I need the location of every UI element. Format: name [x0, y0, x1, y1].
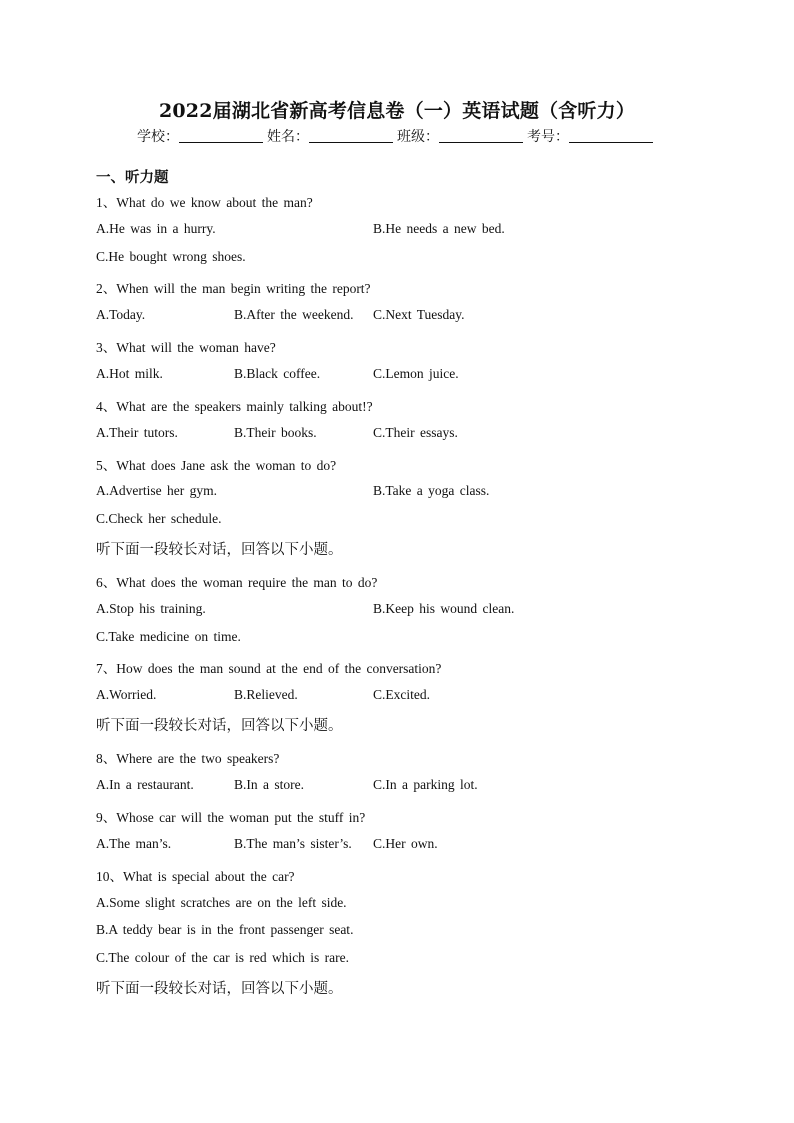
class-blank[interactable] [439, 128, 523, 143]
option-2a: A.Today. [96, 307, 146, 322]
option-10c: C.The colour of the car is red which is rare. [96, 950, 350, 965]
section-title: 一、听力题 [96, 170, 169, 186]
option-10a: A.Some slight scratches are on the left side. [96, 895, 347, 910]
instruction-1: 听下面一段较长对话，回答以下小题。 [96, 542, 343, 558]
option-5a: A.Advertise her gym. [96, 483, 217, 498]
option-3c: C.Lemon juice. [373, 366, 459, 381]
option-1c: C.He bought wrong shoes. [96, 249, 246, 264]
option-1b: B.He needs a new bed. [373, 221, 505, 236]
option-9c: C.Her own. [373, 836, 438, 851]
question-1: 1、What do we know about the man? [96, 195, 313, 210]
name-label: 姓名： [267, 129, 309, 145]
question-2: 2、When will the man begin writing the report? [96, 281, 371, 296]
option-9a: A.The man’s. [96, 836, 172, 851]
option-2c: C.Next Tuesday. [373, 307, 465, 322]
option-4c: C.Their essays. [373, 425, 458, 440]
option-5c: C.Check her schedule. [96, 511, 222, 526]
name-blank[interactable] [309, 128, 393, 143]
option-6b: B.Keep his wound clean. [373, 601, 515, 616]
question-3: 3、What will the woman have? [96, 340, 276, 355]
option-4b: B.Their books. [234, 425, 317, 440]
option-8b: B.In a store. [234, 777, 304, 792]
page-title: 2022届湖北省新高考信息卷（一）英语试题（含听力） [158, 100, 636, 122]
option-7a: A.Worried. [96, 687, 157, 702]
question-6: 6、What does the woman require the man to do? [96, 575, 378, 590]
class-label: 班级： [397, 129, 439, 145]
question-4: 4、What are the speakers mainly talking about!? [96, 399, 373, 414]
option-7c: C.Excited. [373, 687, 430, 702]
option-8a: A.In a restaurant. [96, 777, 194, 792]
exam-number-blank[interactable] [569, 128, 653, 143]
option-4a: A.Their tutors. [96, 425, 178, 440]
instruction-3: 听下面一段较长对话，回答以下小题。 [96, 981, 343, 997]
question-9: 9、Whose car will the woman put the stuff in? [96, 810, 366, 825]
question-5: 5、What does Jane ask the woman to do? [96, 458, 337, 473]
school-blank[interactable] [179, 128, 263, 143]
student-info-row [0, 126, 794, 146]
question-8: 8、Where are the two speakers? [96, 751, 280, 766]
option-3a: A.Hot milk. [96, 366, 163, 381]
option-1a: A.He was in a hurry. [96, 221, 216, 236]
option-5b: B.Take a yoga class. [373, 483, 490, 498]
instruction-2: 听下面一段较长对话，回答以下小题。 [96, 718, 343, 734]
option-8c: C.In a parking lot. [373, 777, 478, 792]
option-2b: B.After the weekend. [234, 307, 354, 322]
option-3b: B.Black coffee. [234, 366, 321, 381]
question-10: 10、What is special about the car? [96, 869, 295, 884]
option-6a: A.Stop his training. [96, 601, 206, 616]
exam-number-label: 考号： [527, 129, 569, 145]
option-6c: C.Take medicine on time. [96, 629, 241, 644]
question-7: 7、How does the man sound at the end of the conversation? [96, 661, 442, 676]
option-10b: B.A teddy bear is in the front passenger seat. [96, 922, 354, 937]
option-7b: B.Relieved. [234, 687, 298, 702]
option-9b: B.The man’s sister’s. [234, 836, 352, 851]
school-label: 学校： [137, 129, 179, 145]
